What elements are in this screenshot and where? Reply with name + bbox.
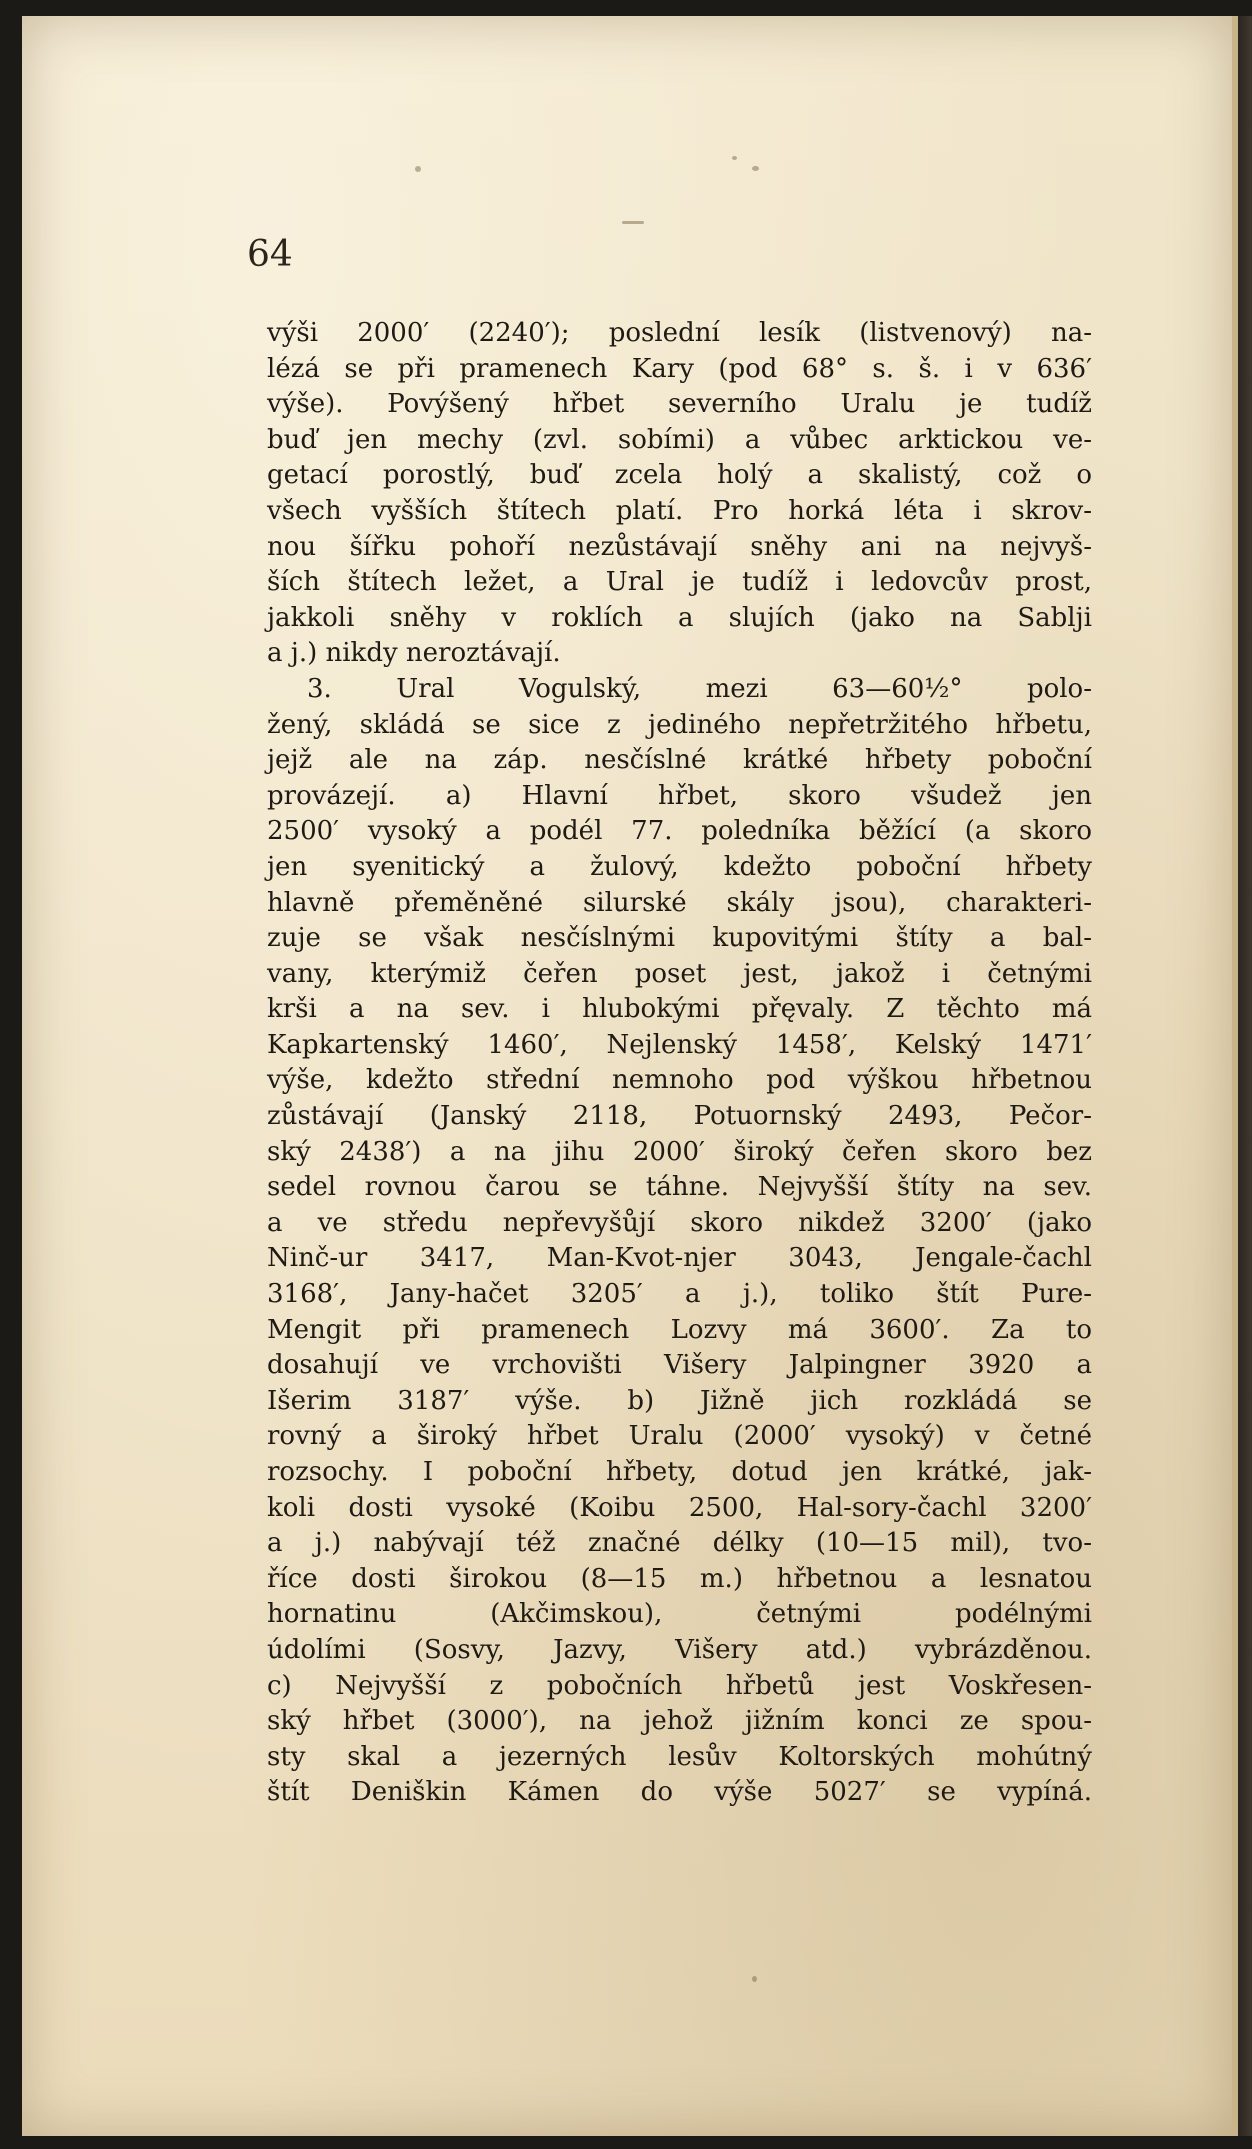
text-line: výši 2000′ (2240′); poslední lesík (listvenový) na- bbox=[267, 318, 1092, 348]
paper-speck bbox=[622, 221, 644, 224]
text-line: všech vyšších štítech platí. Pro horká léta i skrov- bbox=[267, 495, 1092, 526]
text-line: ších štítech ležet, a Ural je tudíž i ledovcův prost, bbox=[267, 567, 1092, 598]
text-line: výše). Povýšený hřbet severního Uralu je tudíž bbox=[267, 389, 1092, 420]
book-page bbox=[22, 16, 1238, 2136]
text-line: koli dosti vysoké (Koibu 2500, Hal-sory-čachl 3200′ bbox=[267, 1492, 1092, 1523]
text-line: 3168′, Jany-hačet 3205′ a j.), toliko štít Pure- bbox=[267, 1279, 1092, 1310]
page-edge-shadow bbox=[1238, 16, 1252, 2136]
text-line: Ninč-ur 3417, Man-Kvot-njer 3043, Jengale-čachl bbox=[267, 1243, 1092, 1274]
text-line: Mengit při pramenech Lozvy má 3600′. Za to bbox=[267, 1314, 1092, 1345]
text-line: c) Nejvyšší z pobočních hřbetů jest Voskřesen- bbox=[267, 1670, 1092, 1701]
text-line: zuje se však nesčíslnými kupovitými štíty a bal- bbox=[267, 923, 1092, 954]
text-line: žený, skládá se sice z jediného nepřetržitého hřbetu, bbox=[267, 709, 1092, 740]
text-line: výše, kdežto střední nemnoho pod výškou hřbetnou bbox=[267, 1065, 1092, 1096]
paper-speck bbox=[752, 166, 759, 171]
text-line: getací porostlý, buď zcela holý a skalistý, což o bbox=[267, 460, 1092, 491]
text-line: ský 2438′) a na jihu 2000′ široký čeřen skoro bez bbox=[267, 1136, 1092, 1167]
text-line: 3. Ural Vogulský, mezi 63—60½° polo- bbox=[307, 673, 1092, 704]
text-line: a j.) nikdy neroztávají. bbox=[267, 638, 561, 669]
paper-speck bbox=[732, 156, 737, 160]
paper-speck bbox=[415, 166, 421, 172]
text-line: a ve středu nepřevyšůjí skoro nikdež 3200′ (jako bbox=[267, 1207, 1092, 1238]
text-line: krši a na sev. i hlubokými přęvaly. Z těchto má bbox=[267, 994, 1092, 1025]
text-line: jejž ale na záp. nesčíslné krátké hřbety poboční bbox=[267, 745, 1092, 776]
text-line: zůstávají (Janský 2118, Potuornský 2493, Pečor- bbox=[267, 1101, 1092, 1132]
page-number: 64 bbox=[247, 234, 293, 275]
text-line: jakkoli sněhy v roklích a slujích (jako na Sablji bbox=[267, 602, 1092, 633]
text-line: sty skal a jezerných lesův Koltorských mohútný bbox=[267, 1741, 1092, 1772]
text-line: lézá se při pramenech Kary (pod 68° s. š. i v 636′ bbox=[267, 353, 1092, 384]
text-line: říce dosti širokou (8—15 m.) hřbetnou a lesnatou bbox=[267, 1563, 1092, 1594]
text-line: údolími (Sosvy, Jazvy, Višery atd.) vybrázděnou. bbox=[267, 1634, 1092, 1665]
text-line: ský hřbet (3000′), na jehož jižním konci ze spou- bbox=[267, 1706, 1092, 1737]
text-line: Išerim 3187′ výše. b) Jižně jich rozkládá se bbox=[267, 1385, 1092, 1416]
text-line: dosahují ve vrchovišti Višery Jalpingner 3920 a bbox=[267, 1350, 1092, 1381]
text-line: nou šířku pohoří nezůstávají sněhy ani na nejvyš- bbox=[267, 531, 1092, 562]
text-line: hlavně přeměněné silurské skály jsou), charakteri- bbox=[267, 887, 1092, 918]
text-line: sedel rovnou čarou se táhne. Nejvyšší štíty na sev. bbox=[267, 1172, 1092, 1203]
text-line: Kapkartenský 1460′, Nejlenský 1458′, Kelský 1471′ bbox=[267, 1029, 1092, 1060]
text-line: jen syenitický a žulový, kdežto poboční hřbety bbox=[267, 851, 1092, 882]
text-line: rozsochy. I poboční hřbety, dotud jen krátké, jak- bbox=[267, 1457, 1092, 1487]
paper-speck bbox=[752, 1976, 757, 1982]
text-line: provázejí. a) Hlavní hřbet, skoro všudež jen bbox=[267, 780, 1092, 811]
text-line: hornatinu (Akčimskou), četnými podélnými bbox=[267, 1599, 1092, 1630]
text-line: 2500′ vysoký a podél 77. poledníka běžící (a skoro bbox=[267, 816, 1092, 847]
body-text bbox=[267, 316, 1092, 1811]
text-line: rovný a široký hřbet Uralu (2000′ vysoký) v četné bbox=[267, 1421, 1092, 1452]
text-line: a j.) nabývají též značné délky (10—15 mil), tvo- bbox=[267, 1528, 1092, 1559]
text-line: buď jen mechy (zvl. sobími) a vůbec arktickou ve- bbox=[267, 424, 1092, 455]
text-line: vany, kterýmiž čeřen poset jest, jakož i četnými bbox=[267, 958, 1092, 989]
text-line: štít Deniškin Kámen do výše 5027′ se vypíná. bbox=[267, 1777, 1092, 1808]
